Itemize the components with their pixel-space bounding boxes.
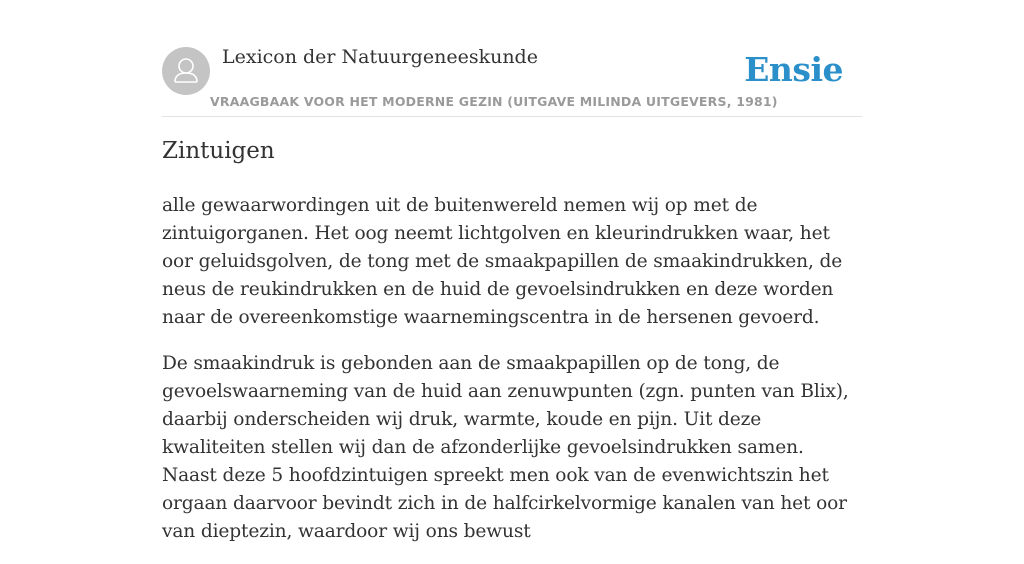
entry-title: Zintuigen bbox=[162, 138, 275, 164]
ensie-logo[interactable]: Ensie bbox=[744, 50, 843, 89]
user-silhouette-icon bbox=[162, 47, 210, 95]
entry-body bbox=[162, 192, 862, 564]
entry-paragraph: De smaakindruk is gebonden aan de smaakpapillen op de tong, de gevoelswaarneming van de huid aan zenuwpunten (zgn. punten van Blix), daarbij onderscheiden wij druk, warmte, koude en pijn. Uit deze kwaliteiten stellen wij dan de afzonderlijke gevoelsindrukken samen. Naast deze 5 hoofdzintuigen spreekt men ook van de evenwichtszin het orgaan daarvoor bevindt zich in de halfcirkelvormige kanalen van het oor van dieptezin, waardoor wij ons bewust bbox=[162, 353, 849, 542]
page-container bbox=[162, 0, 862, 542]
source-title-link[interactable]: Lexicon der Natuurgeneeskunde bbox=[222, 46, 538, 68]
source-header bbox=[162, 0, 862, 117]
avatar[interactable] bbox=[162, 47, 210, 95]
source-subtitle: VRAAGBAAK VOOR HET MODERNE GEZIN (UITGAVE MILINDA UITGEVERS, 1981) bbox=[210, 94, 778, 109]
entry-paragraph: alle gewaarwordingen uit de buitenwereld nemen wij op met de zintuigorganen. Het oog neemt lichtgolven en kleurindrukken waar, het oor geluidsgolven, de tong met de smaakpapillen de smaakindrukken, de neus de reukindrukken en de huid de gevoelsindrukken en deze worden naar de overeenkomstige waarnemingscentra in de hersenen gevoerd. bbox=[162, 195, 843, 328]
